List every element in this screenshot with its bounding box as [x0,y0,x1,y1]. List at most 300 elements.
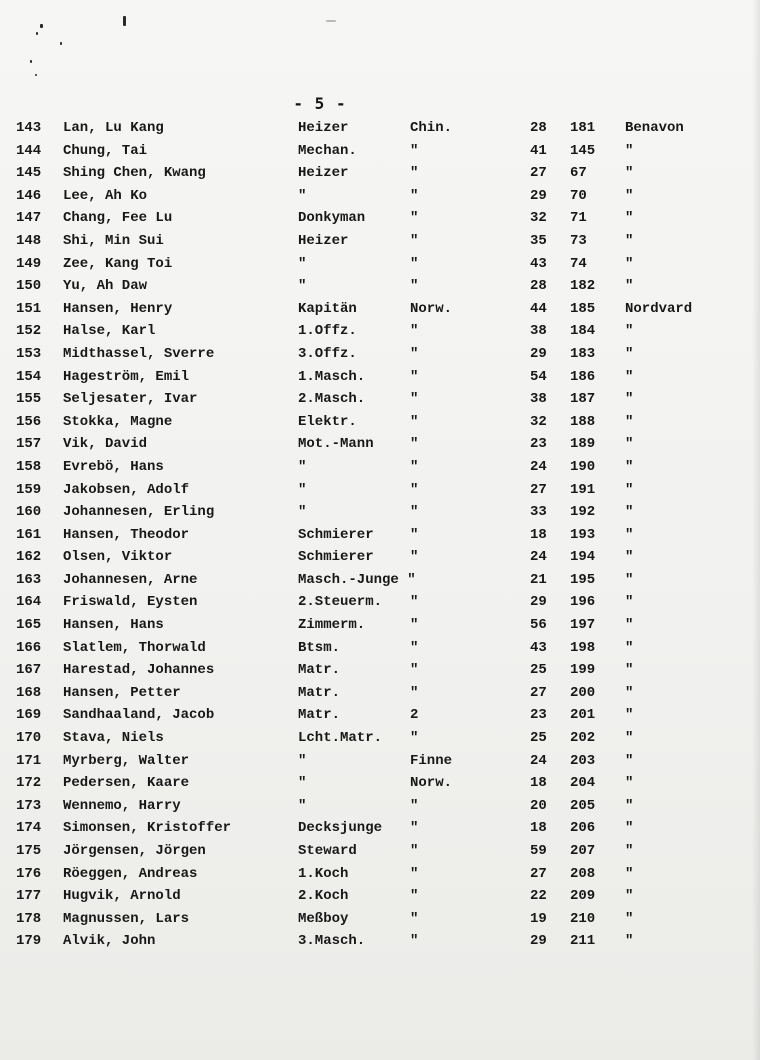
ship-name: " [625,345,634,362]
roster-row [0,885,760,908]
ship-name: " [625,639,634,656]
crew-rank: " [298,504,307,521]
roster-row [0,253,760,276]
crew-age: 19 [530,910,547,927]
crew-nationality: " [410,481,419,498]
crew-name: Johannesen, Arne [63,571,198,588]
crew-age: 23 [530,436,547,453]
crew-name: Hageström, Emil [63,368,190,385]
crew-nationality: Norw. [410,775,453,792]
ship-name: " [625,910,634,927]
crew-number: 207 [570,843,596,859]
roster-row [0,546,760,569]
ship-name: " [625,187,634,204]
crew-rank: Btsm. [298,639,341,656]
crew-rank: " [298,278,307,295]
crew-nationality: " [410,797,419,814]
crew-nationality: " [410,165,419,182]
crew-number: 182 [570,278,596,295]
crew-age: 27 [530,865,547,882]
ship-name: " [625,323,634,340]
row-number: 168 [16,684,42,701]
roster-row [0,388,760,411]
crew-number: 184 [570,323,596,340]
crew-name: Harestad, Johannes [63,662,215,679]
row-number: 154 [16,368,42,385]
roster-row [0,863,760,886]
crew-number: 204 [570,775,596,792]
crew-number: 186 [570,368,596,385]
crew-nationality: " [410,594,419,611]
roster-row [0,930,760,953]
crew-nationality: 2 [410,707,419,724]
crew-age: 32 [530,210,547,227]
crew-number: 192 [570,504,596,521]
crew-number: 74 [570,255,587,272]
row-number: 166 [16,639,42,656]
row-number: 153 [16,345,42,362]
crew-number: 183 [570,345,596,362]
ship-name: " [625,594,634,611]
crew-number: 145 [570,142,596,159]
crew-nationality: Finne [410,752,453,769]
crew-name: Jakobsen, Adolf [63,481,190,498]
row-number: 143 [16,120,42,136]
page-number: - 5 - [293,94,347,113]
roster-row [0,433,760,456]
ship-name: " [625,255,634,272]
ship-name: " [625,504,634,521]
crew-rank: Steward [298,843,357,859]
crew-name: Shing Chen, Kwang [63,165,206,182]
crew-number: 67 [570,165,587,182]
crew-age: 43 [530,639,547,656]
crew-number: 195 [570,571,596,588]
crew-rank: 1.Masch. [298,368,366,385]
crew-age: 24 [530,752,547,769]
crew-name: Lee, Ah Ko [63,187,148,204]
crew-nationality: " [410,368,419,385]
crew-age: 43 [530,255,547,272]
roster-row [0,524,760,547]
roster-row [0,162,760,185]
crew-number: 197 [570,617,596,634]
crew-age: 32 [530,413,547,430]
row-number: 175 [16,843,42,859]
ship-name: " [625,843,634,859]
crew-nationality: " [410,549,419,566]
row-number: 155 [16,391,42,408]
roster-row [0,343,760,366]
roster-row [0,682,760,705]
crew-nationality: " [410,843,419,859]
ship-name: " [625,391,634,408]
crew-nationality: " [410,933,419,950]
row-number: 178 [16,910,42,927]
crew-name: Magnussen, Lars [63,910,190,927]
row-number: 157 [16,436,42,453]
crew-age: 18 [530,820,547,837]
crew-nationality: " [410,255,419,272]
row-number: 171 [16,752,42,769]
crew-number: 185 [570,300,596,317]
crew-name: Seljesater, Ivar [63,391,198,408]
crew-rank: Zimmerm. [298,617,366,634]
roster-row [0,501,760,524]
crew-nationality: " [410,413,419,430]
crew-age: 25 [530,662,547,679]
crew-nationality: " [410,639,419,656]
crew-age: 20 [530,797,547,814]
scan-speck [36,32,38,35]
row-number: 152 [16,323,42,340]
crew-name: Chang, Fee Lu [63,210,173,227]
row-number: 144 [16,142,42,159]
ship-name: Benavon [625,120,684,136]
roster-row [0,411,760,434]
crew-age: 18 [530,775,547,792]
crew-age: 18 [530,526,547,543]
crew-number: 208 [570,865,596,882]
crew-nationality: " [410,526,419,543]
roster-row [0,230,760,253]
crew-rank: Decksjunge [298,820,383,837]
ship-name: " [625,865,634,882]
roster-row [0,637,760,660]
roster-row [0,750,760,773]
ship-name: " [625,210,634,227]
crew-nationality: " [410,232,419,249]
row-number: 161 [16,526,42,543]
crew-rank: Schmierer [298,549,374,566]
crew-rank: Mot.-Mann [298,436,374,453]
row-number: 164 [16,594,42,611]
roster-row [0,817,760,840]
crew-name: Midthassel, Sverre [63,345,215,362]
row-number: 158 [16,458,42,475]
crew-age: 38 [530,391,547,408]
crew-name: Zee, Kang Toi [63,255,173,272]
crew-name: Sandhaaland, Jacob [63,707,215,724]
crew-nationality: " [410,662,419,679]
ship-name: " [625,549,634,566]
crew-rank: " [298,797,307,814]
ship-name: " [625,526,634,543]
crew-nationality: " [410,436,419,453]
roster-row [0,704,760,727]
crew-number: 209 [570,888,596,905]
roster-row [0,840,760,863]
crew-name: Lan, Lu Kang [63,120,164,136]
crew-nationality: " [410,142,419,159]
roster-row [0,117,760,140]
crew-rank: 3.Masch. [298,933,366,950]
crew-age: 28 [530,120,547,136]
crew-nationality: " [410,345,419,362]
ship-name: " [625,617,634,634]
crew-name: Slatlem, Thorwald [63,639,206,656]
crew-number: 198 [570,639,596,656]
crew-age: 25 [530,730,547,747]
crew-age: 44 [530,300,547,317]
roster-row [0,614,760,637]
row-number: 172 [16,775,42,792]
ship-name: " [625,775,634,792]
ship-name: " [625,278,634,295]
crew-name: Chung, Tai [63,142,148,159]
crew-nationality: " [410,684,419,701]
crew-nationality: " [410,910,419,927]
crew-age: 38 [530,323,547,340]
crew-name: Hansen, Henry [63,300,173,317]
crew-number: 187 [570,391,596,408]
crew-nationality: " [410,865,419,882]
row-number: 146 [16,187,42,204]
ship-name: " [625,662,634,679]
crew-nationality: Chin. [410,120,453,136]
ship-name: " [625,684,634,701]
row-number: 174 [16,820,42,837]
row-number: 162 [16,549,42,566]
ship-name: " [625,142,634,159]
ship-name: " [625,933,634,950]
ship-name: " [625,481,634,498]
ship-name: " [625,368,634,385]
roster-row [0,320,760,343]
ship-name: " [625,752,634,769]
crew-number: 203 [570,752,596,769]
row-number: 167 [16,662,42,679]
crew-age: 23 [530,707,547,724]
crew-rank: 2.Masch. [298,391,366,408]
crew-rank: Matr. [298,707,341,724]
roster-row [0,908,760,931]
crew-nationality: " [410,210,419,227]
crew-rank: 3.Offz. [298,345,357,362]
crew-nationality: " [410,617,419,634]
crew-nationality: " [410,888,419,905]
crew-age: 35 [530,232,547,249]
crew-number: 196 [570,594,596,611]
crew-rank: Matr. [298,662,341,679]
crew-age: 29 [530,933,547,950]
row-number: 160 [16,504,42,521]
crew-number: 190 [570,458,596,475]
roster-row [0,591,760,614]
roster-row [0,275,760,298]
row-number: 177 [16,888,42,905]
crew-number: 73 [570,232,587,249]
crew-age: 27 [530,481,547,498]
crew-number: 188 [570,413,596,430]
crew-rank: Meßboy [298,910,349,927]
crew-age: 24 [530,549,547,566]
crew-nationality: Norw. [410,300,453,317]
row-number: 169 [16,707,42,724]
crew-name: Evrebö, Hans [63,458,164,475]
row-number: 147 [16,210,42,227]
crew-nationality: " [410,278,419,295]
ship-name: " [625,165,634,182]
ship-name: " [625,820,634,837]
crew-name: Pedersen, Kaare [63,775,190,792]
crew-rank: Kapitän [298,300,357,317]
scan-speck [326,20,336,22]
ship-name: Nordvard [625,300,693,317]
crew-name: Halse, Karl [63,323,156,340]
crew-age: 54 [530,368,547,385]
ship-name: " [625,571,634,588]
crew-number: 194 [570,549,596,566]
crew-nationality: " [410,391,419,408]
row-number: 165 [16,617,42,634]
crew-rank: 1.Offz. [298,323,357,340]
crew-rank: 2.Koch [298,888,349,905]
crew-name: Simonsen, Kristoffer [63,820,232,837]
crew-age: 22 [530,888,547,905]
crew-age: 27 [530,684,547,701]
crew-age: 41 [530,142,547,159]
crew-rank: Donkyman [298,210,366,227]
crew-name: Hugvik, Arnold [63,888,181,905]
row-number: 148 [16,232,42,249]
crew-rank: Lcht.Matr. [298,730,383,747]
crew-number: 206 [570,820,596,837]
scan-speck [35,74,37,76]
crew-name: Yu, Ah Daw [63,278,148,295]
crew-number: 211 [570,933,596,950]
row-number: 173 [16,797,42,814]
crew-rank: Schmierer [298,526,374,543]
roster-row [0,727,760,750]
crew-rank: Heizer [298,120,349,136]
crew-rank: " [298,481,307,498]
crew-age: 28 [530,278,547,295]
roster-row [0,569,760,592]
ship-name: " [625,232,634,249]
crew-name: Friswald, Eysten [63,594,198,611]
crew-name: Hansen, Petter [63,684,181,701]
crew-name: Myrberg, Walter [63,752,190,769]
crew-number: 199 [570,662,596,679]
crew-roster [0,117,760,959]
crew-nationality: " [410,730,419,747]
crew-age: 59 [530,843,547,859]
crew-name: Vik, David [63,436,148,453]
ship-name: " [625,413,634,430]
roster-row [0,140,760,163]
scan-speck [60,42,62,45]
crew-number: 193 [570,526,596,543]
crew-rank: Mechan. [298,142,357,159]
crew-name: Olsen, Viktor [63,549,173,566]
roster-row [0,456,760,479]
scan-speck [123,16,126,26]
crew-name: Stokka, Magne [63,413,173,430]
roster-row [0,795,760,818]
roster-row [0,659,760,682]
crew-rank: " [298,187,307,204]
crew-rank: Matr. [298,684,341,701]
crew-age: 29 [530,187,547,204]
crew-age: 27 [530,165,547,182]
row-number: 159 [16,481,42,498]
crew-age: 56 [530,617,547,634]
row-number: 179 [16,933,42,950]
crew-rank: " [298,775,307,792]
roster-row [0,298,760,321]
crew-number: 71 [570,210,587,227]
crew-age: 21 [530,571,547,588]
roster-row [0,366,760,389]
row-number: 176 [16,865,42,882]
roster-row [0,185,760,208]
scan-speck [30,60,32,63]
crew-age: 24 [530,458,547,475]
row-number: 145 [16,165,42,182]
row-number: 170 [16,730,42,747]
crew-number: 189 [570,436,596,453]
crew-name: Shi, Min Sui [63,232,164,249]
crew-rank: " [298,255,307,272]
row-number: 149 [16,255,42,272]
crew-name: Röeggen, Andreas [63,865,198,882]
crew-number: 200 [570,684,596,701]
crew-name: Johannesen, Erling [63,504,215,521]
ship-name: " [625,797,634,814]
crew-age: 29 [530,594,547,611]
roster-row [0,207,760,230]
crew-age: 33 [530,504,547,521]
crew-name: Hansen, Theodor [63,526,190,543]
crew-number: 181 [570,120,596,136]
row-number: 163 [16,571,42,588]
crew-nationality: " [410,458,419,475]
crew-rank: 1.Koch [298,865,349,882]
crew-number: 202 [570,730,596,747]
row-number: 151 [16,300,42,317]
ship-name: " [625,730,634,747]
crew-number: 191 [570,481,596,498]
crew-rank: Heizer [298,232,349,249]
ship-name: " [625,888,634,905]
crew-rank: " [298,752,307,769]
crew-nationality: " [410,187,419,204]
crew-nationality: " [410,323,419,340]
crew-name: Stava, Niels [63,730,164,747]
crew-rank: Elektr. [298,413,357,430]
crew-number: 205 [570,797,596,814]
crew-rank: Heizer [298,165,349,182]
row-number: 150 [16,278,42,295]
ship-name: " [625,458,634,475]
ship-name: " [625,707,634,724]
roster-row [0,772,760,795]
crew-nationality: " [410,820,419,837]
crew-number: 70 [570,187,587,204]
crew-rank: Masch.-Junge " [298,571,416,588]
crew-rank: " [298,458,307,475]
crew-number: 210 [570,910,596,927]
crew-nationality: " [410,504,419,521]
crew-name: Alvik, John [63,933,156,950]
crew-age: 29 [530,345,547,362]
roster-row [0,479,760,502]
crew-name: Hansen, Hans [63,617,164,634]
scan-speck [40,24,43,28]
row-number: 156 [16,413,42,430]
crew-number: 201 [570,707,596,724]
